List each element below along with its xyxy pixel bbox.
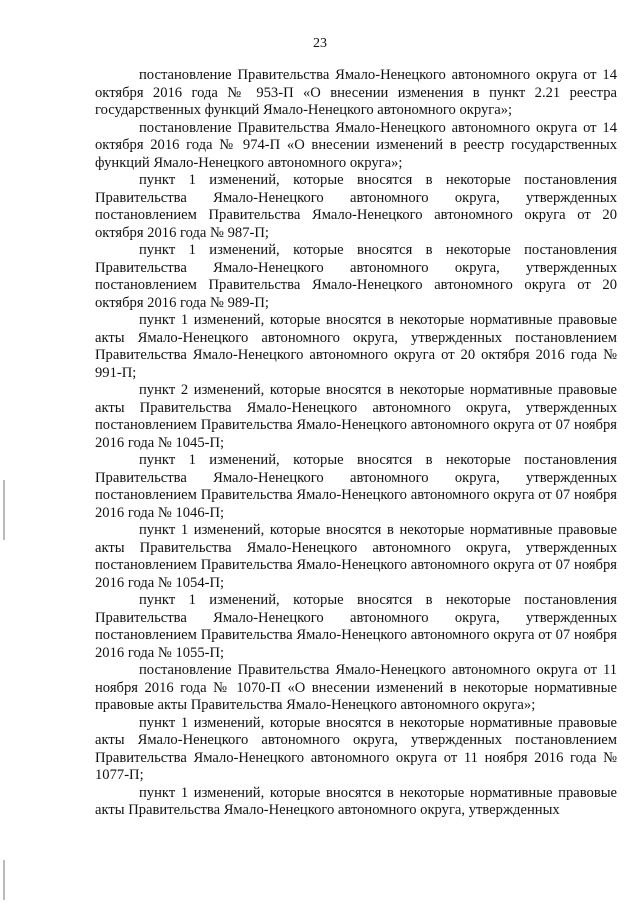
paragraph: постановление Правительства Ямало-Ненецкого автономного округа от 14 октября 2016 года № 974-П «О внесении изменений в реестр государственных функций Ямало-Ненецкого автономного округа»; — [95, 119, 617, 171]
paragraph: пункт 1 изменений, которые вносятся в некоторые постановления Правительства Ямало-Ненецкого автономного округа, утвержденных постановлением Правительства Ямало-Ненецкого автономного округа от 20 октября 2016 года № 987-П; — [95, 172, 617, 241]
scan-edge-mark — [3, 860, 5, 900]
paragraph: пункт 1 изменений, которые вносятся в некоторые нормативные правовые акты Ямало-Ненецкого автономного округа, утвержденных постановлением Правительства Ямало-Ненецкого автономного округа от 11 ноября 2016 года № 1077-П; — [95, 714, 617, 783]
paragraph: постановление Правительства Ямало-Ненецкого автономного округа от 11 ноября 2016 года № 1070-П «О внесении изменений в некоторые нормативные правовые акты Правительства Ямало-Ненецкого автономного округа»; — [95, 662, 617, 713]
page-number: 23 — [313, 36, 327, 51]
paragraph: пункт 1 изменений, которые вносятся в некоторые нормативные правовые акты Правительства Ямало-Ненецкого автономного округа, утвержденных — [95, 784, 617, 818]
paragraph: пункт 2 изменений, которые вносятся в некоторые нормативные правовые акты Правительства Ямало-Ненецкого автономного округа, утвержденных постановлением Правительства Ямало-Ненецкого автономного округа от 07 ноября 2016 года № 1045-П; — [95, 382, 617, 451]
paragraph: пункт 1 изменений, которые вносятся в некоторые постановления Правительства Ямало-Ненецкого автономного округа, утвержденных постановлением Правительства Ямало-Ненецкого автономного округа от 20 октября 2016 года № 989-П; — [95, 242, 617, 311]
paragraph: пункт 1 изменений, которые вносятся в некоторые постановления Правительства Ямало-Ненецкого автономного округа, утвержденных постановлением Правительства Ямало-Ненецкого автономного округа от 07 ноября 2016 года № 1046-П; — [95, 452, 617, 521]
paragraph: пункт 1 изменений, которые вносятся в некоторые нормативные правовые акты Правительства Ямало-Ненецкого автономного округа, утвержденных постановлением Правительства Ямало-Ненецкого автономного округа от 07 ноября 2016 года № 1054-П; — [95, 522, 617, 591]
scan-edge-mark — [3, 480, 5, 540]
paragraph: пункт 1 изменений, которые вносятся в некоторые постановления Правительства Ямало-Ненецкого автономного округа, утвержденных постановлением Правительства Ямало-Ненецкого автономного округа от 07 ноября 2016 года № 1055-П; — [95, 592, 617, 661]
document-body — [95, 67, 617, 820]
paragraph: пункт 1 изменений, которые вносятся в некоторые нормативные правовые акты Ямало-Ненецкого автономного округа, утвержденных постановлением Правительства Ямало-Ненецкого автономного округа от 20 октября 2016 года № 991-П; — [95, 312, 617, 381]
paragraph: постановление Правительства Ямало-Ненецкого автономного округа от 14 октября 2016 года № 953-П «О внесении изменения в пункт 2.21 реестра государственных функций Ямало-Ненецкого автономного округа»; — [95, 67, 617, 118]
